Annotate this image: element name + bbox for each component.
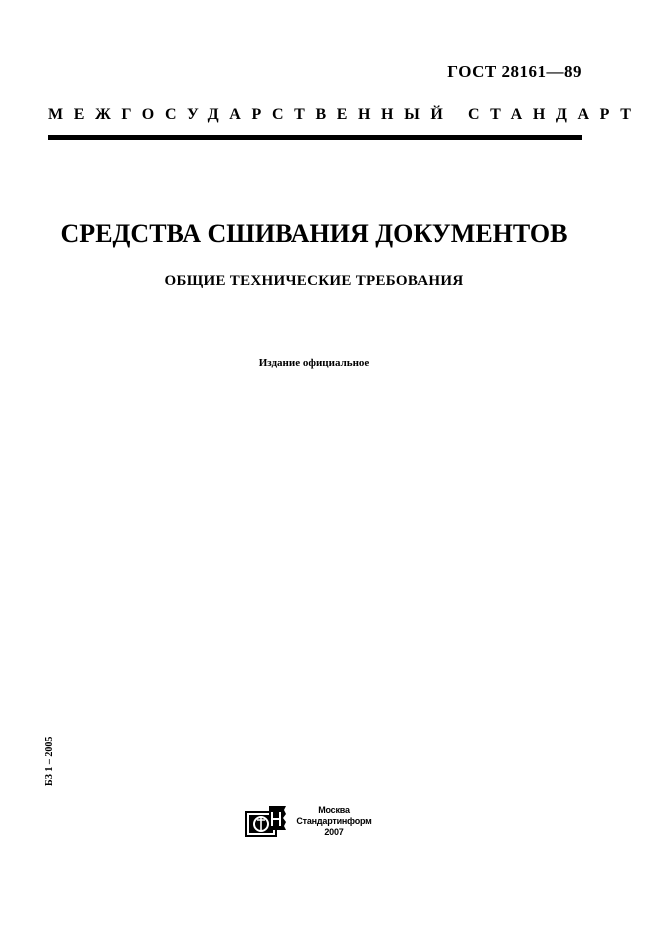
gost-number: ГОСТ 28161—89 [447,62,582,81]
standartinform-logo-icon [245,804,287,838]
document-subtitle: ОБЩИЕ ТЕХНИЧЕСКИЕ ТРЕБОВАНИЯ [164,273,464,289]
publisher-block [292,805,376,838]
standard-type-heading: МЕЖГОСУДАРСТВЕННЫЙ СТАНДАРТ [48,106,642,123]
header-divider [48,135,582,140]
publisher-city: Москва [318,805,350,815]
document-title: СРЕДСТВА СШИВАНИЯ ДОКУМЕНТОВ [60,219,568,248]
margin-code: БЗ 1 – 2005 [44,736,55,786]
edition-label: Издание официальное [258,357,370,369]
publication-year: 2007 [324,827,344,837]
publisher-name: Стандартинформ [296,816,372,826]
